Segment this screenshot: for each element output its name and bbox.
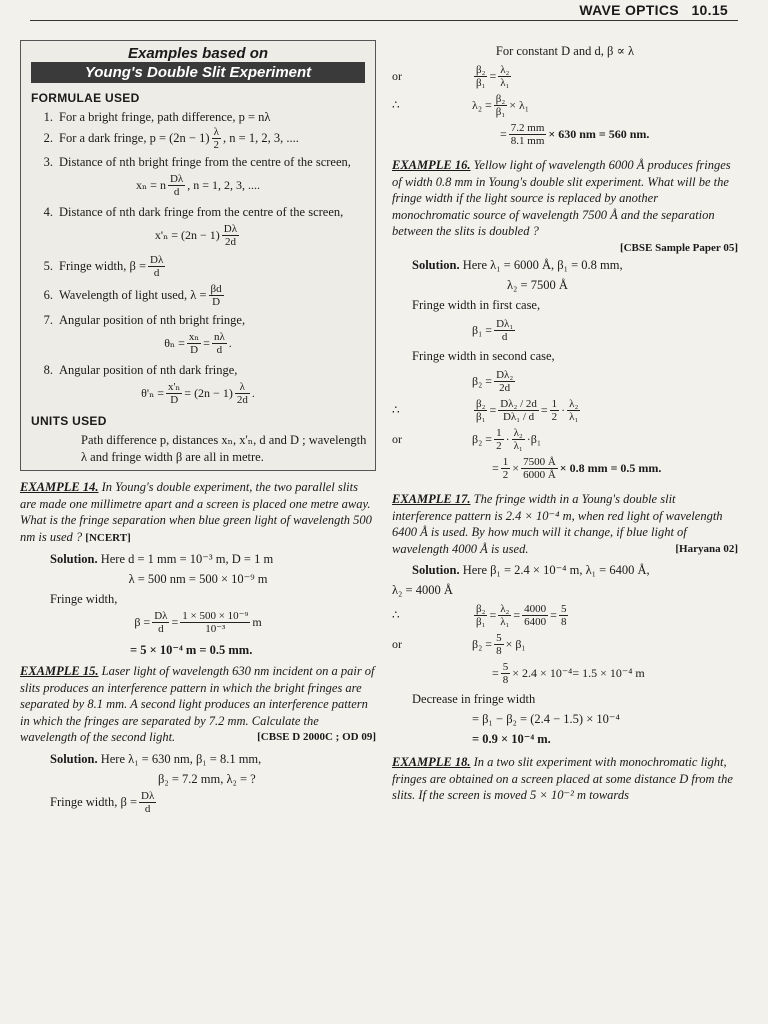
formula-3-eq: xₙ = n $\frac{D\lambda}{d}$ , n = 1, 2, 3, .... (135, 173, 261, 198)
box-title-bar: Young's Double Slit Experiment (31, 62, 365, 83)
ex16-solution: Solution. Here λ₁ = 6000 Å, β₁ = 0.8 mm, (412, 258, 623, 272)
formula-7: 7. Angular position of nth bright fringe, (43, 313, 246, 327)
ex14-lambda: λ = 500 nm = 500 × 10⁻⁹ m (128, 572, 268, 586)
ex14-beta-eq: β = $\frac{D\lambda}{d}$ = $\frac{\text{1 × 500 × 10⁻⁹}}{\text{10⁻³}}$ m (134, 610, 262, 635)
ex17-decrease: Decrease in fringe width (412, 692, 536, 706)
ex17-solution: Solution. Here β₁ = 2.4 × 10⁻⁴ m, λ₁ = 6400 Å, (412, 563, 650, 577)
ex15-given2: β₂ = 7.2 mm, λ₂ = ? (158, 771, 256, 786)
box-heading: Examples based on (127, 45, 269, 62)
ex17-beta2: or β₂ = $\frac{5}{8}$ × β₁ (392, 632, 526, 657)
example-17: EXAMPLE 17. The fringe width in a Young's double slit interference pattern is 2.4 × 10⁻⁴ m, when red light of wavelength 6400 Å is used. By how much will it change, if blue light of wavelength 4000 Å is used. [Haryana 02] (392, 492, 738, 556)
formulae-used-heading: FORMULAE USED (31, 91, 140, 105)
example-15: EXAMPLE 15. Laser light of wavelength 630 nm incident on a pair of slits produces an interference pattern in which the bright fringes are separated by 8.1 mm. A second light produces an interference pattern in which the fringes are separated by 7.2 mm. Calculate the wavelength of the second light. [CBSE D 2000C ; OD 09] (20, 664, 376, 744)
ex15-solution: Solution. Here λ₁ = 630 nm, β₁ = 8.1 mm, (50, 751, 262, 766)
page-header (0, 0, 768, 22)
formula-1: 1. For a bright fringe, path difference, p = nλ (43, 110, 271, 124)
formula-8: 8. Angular position of nth dark fringe, (43, 363, 238, 377)
formula-box (20, 40, 376, 471)
formula-2: 2. For a dark fringe, p = (2n − 1) $\frac{\lambda}{2}$ , n = 1, 2, 3, .... (43, 126, 299, 151)
ex17-dec1: = β₁ − β₂ = (2.4 − 1.5) × 10⁻⁴ (472, 712, 620, 726)
formula-7-eq: θₙ = $\frac{\text{xₙ}}{D}$ = $\frac{n\lambda}{d}$ . (164, 331, 232, 356)
units-text: Path difference p, distances xₙ, x'ₙ, d and D ; wavelength λ and fringe width β are all in metre. (81, 433, 367, 464)
formula-4-eq: x'ₙ = (2n − 1) $\frac{D\lambda}{2d}$ (154, 223, 238, 248)
ex16-ratio: ∴ $\frac{\text{β₂}}{\text{β₁}}$ = $\frac{\text{Dλ₂ / 2d}}{\text{Dλ₁ / d}}$ = $\frac{1}{2}$ · $\frac{\text{λ₂}}{\text{λ₁}}$ (392, 398, 579, 423)
formula-3: 3. Distance of nth bright fringe from the centre of the screen, (43, 155, 351, 169)
ex17-given2: λ₂ = 4000 Å (392, 583, 453, 597)
ex16-result: = $\frac{1}{2}$ × $\frac{7500 Å}{6000 Å}$ × 0.8 mm = 0.5 mm. (492, 456, 662, 481)
ex14-fringe-width: Fringe width, (50, 592, 118, 606)
right-column (392, 40, 738, 808)
ratio-eq: or $\frac{\text{β₂}}{\text{β₁}}$ = $\frac{\text{λ₂}}{\text{λ₁}}$ (392, 64, 510, 89)
units-used-heading: UNITS USED (31, 414, 107, 428)
ex16-beta1: β₁ = $\frac{\text{Dλ₁}}{d}$ (472, 318, 514, 343)
ex15-result: = $\frac{7.2 mm}{8.1 mm}$ × 630 nm = 560 nm. (500, 122, 650, 147)
ex17-ratio: ∴ $\frac{\text{β₂}}{\text{β₁}}$ = $\frac{\text{λ₂}}{\text{λ₁}}$ = $\frac{4000}{6400}$ = $\frac{5}{8}$ (392, 603, 567, 628)
formula-8-eq: θ'ₙ = $\frac{\text{x'ₙ}}{D}$ = (2n − 1) $\frac{\lambda}{2d}$ . (141, 381, 255, 406)
ex16-given2: λ₂ = 7500 Å (507, 278, 568, 292)
example-14: EXAMPLE 14. In Young's double experiment, the two parallel slits are made one millimetre apart and a screen is placed one metre away. What is the fringe separation when blue green light of wavelength 500 nm is used ? [NCERT] (20, 480, 372, 544)
constant-relation: For constant D and d, β ∝ λ (495, 44, 635, 58)
ex16-fw2: Fringe width in second case, (412, 349, 555, 363)
lambda2-eq: ∴ λ₂ = $\frac{\text{β₂}}{\text{β₁}}$ × λ₁ (392, 93, 529, 118)
example-18: EXAMPLE 18. In a two slit experiment with monochromatic light, fringes are obtained on a screen placed at some distance D from the slits. If the screen is moved 5 × 10⁻² m towards (392, 755, 733, 802)
ex17-calc: = $\frac{5}{8}$ × 2.4 × 10⁻⁴ = 1.5 × 10⁻⁴ m (492, 661, 645, 686)
running-head: WAVE OPTICS 10.15 (579, 2, 728, 18)
formula-6: 6. Wavelength of light used, λ = $\frac{\beta d}{D}$ (43, 283, 222, 308)
ex14-result: = 5 × 10⁻⁴ m = 0.5 mm. (130, 643, 253, 657)
formula-5: 5. Fringe width, β = $\frac{D\lambda}{d}$ (43, 254, 164, 279)
ex16-beta2-calc: or β₂ = $\frac{1}{2}$ · $\frac{\text{λ₂}}{\text{λ₁}}$ ·β₁ (392, 427, 542, 452)
ex14-solution: Solution. Here d = 1 mm = 10⁻³ m, D = 1 m (50, 552, 274, 566)
ex15-fringe-width: Fringe width, β = $\frac{D\lambda}{d}$ (50, 789, 155, 815)
ex16-fw1: Fringe width in first case, (412, 298, 541, 312)
formula-4: 4. Distance of nth dark fringe from the centre of the screen, (43, 205, 344, 219)
left-column (20, 40, 376, 817)
ex17-dec2: = 0.9 × 10⁻⁴ m. (472, 732, 551, 746)
example-16: EXAMPLE 16. Yellow light of wavelength 6000 Å produces fringes of width 0.8 mm in Young's double slit experiment. What will be the fringe width if the light source is replaced by another monochromatic source of wavelength 7500 Å and the separation between the slits is doubled ? [CBSE Sample Paper 05] (392, 158, 738, 254)
header-rule (30, 20, 738, 21)
ex16-beta2: β₂ = $\frac{\text{Dλ₂}}{2d}$ (472, 369, 514, 394)
